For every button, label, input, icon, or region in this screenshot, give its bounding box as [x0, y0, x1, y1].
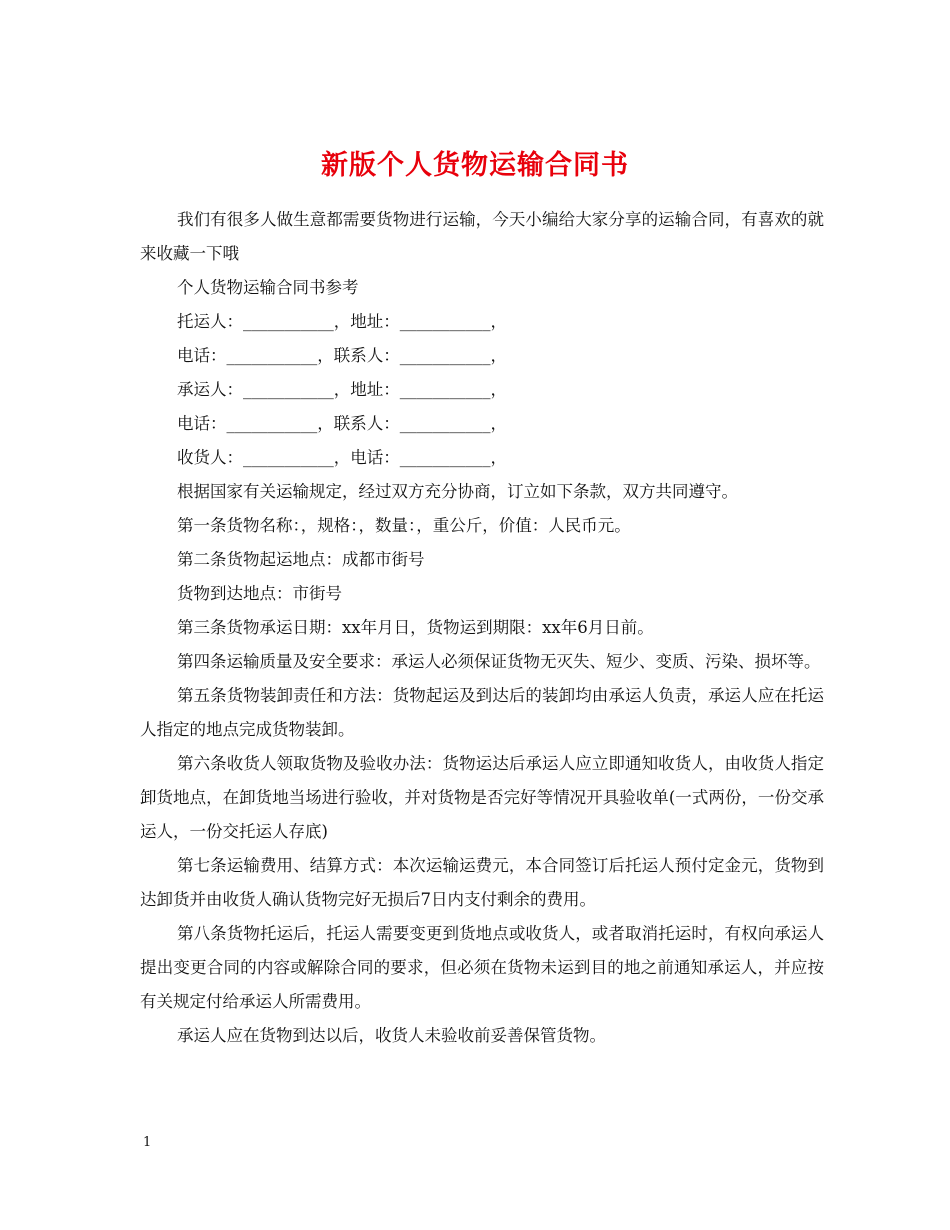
paragraph-consignee: 收货人：___________，电话：___________， [177, 448, 507, 467]
clause-2-destination: 货物到达地点：市街号 [177, 584, 342, 603]
clause-1: 第一条货物名称：，规格：，数量：，重公斤，价值：人民币元。 [177, 516, 631, 535]
paragraph-agreement: 根据国家有关运输规定，经过双方充分协商，订立如下条款，双方共同遵守。 [177, 482, 738, 501]
clause-6: 第六条收货人领取货物及验收办法：货物运达后承运人应立即通知收货人，由收货人指定卸货地点，在卸货地当场进行验收，并对货物是否完好等情况开具验收单(一式两份，一份交承运人，一份交托运人存底) [140, 754, 824, 841]
clause-4: 第四条运输质量及安全要求：承运人必须保证货物无灭失、短少、变质、污染、损坏等。 [177, 652, 821, 671]
document-title: 新版个人货物运输合同书 [321, 150, 629, 182]
paragraph-custody: 承运人应在货物到达以后，收货人未验收前妥善保管货物。 [177, 1026, 606, 1045]
paragraph-subtitle: 个人货物运输合同书参考 [177, 278, 359, 297]
clause-3: 第三条货物承运日期：xx年月日，货物运到期限：xx年6月日前。 [177, 618, 654, 637]
page-number: 1 [143, 1135, 152, 1150]
clause-8: 第八条货物托运后，托运人需要变更到货地点或收货人，或者取消托运时，有权向承运人提出变更合同的内容或解除合同的要求，但必须在货物未运到目的地之前通知承运人，并应按有关规定付给承运人所需费用。 [140, 924, 824, 1011]
clause-5: 第五条货物装卸责任和方法：货物起运及到达后的装卸均由承运人负责，承运人应在托运人指定的地点完成货物装卸。 [140, 686, 824, 739]
paragraph-carrier: 承运人：___________，地址：___________， [177, 380, 507, 399]
paragraph-carrier-phone: 电话：___________，联系人：___________， [177, 414, 507, 433]
clause-7: 第七条运输费用、结算方式：本次运输运费元，本合同签订后托运人预付定金元，货物到达卸货并由收货人确认货物完好无损后7日内支付剩余的费用。 [140, 856, 824, 909]
paragraph-intro: 我们有很多人做生意都需要货物进行运输，今天小编给大家分享的运输合同，有喜欢的就来收藏一下哦 [140, 210, 824, 263]
document-body [140, 203, 824, 1053]
paragraph-shipper-phone: 电话：___________，联系人：___________， [177, 346, 507, 365]
paragraph-shipper: 托运人：___________，地址：___________， [177, 312, 507, 331]
clause-2: 第二条货物起运地点：成都市街号 [177, 550, 425, 569]
